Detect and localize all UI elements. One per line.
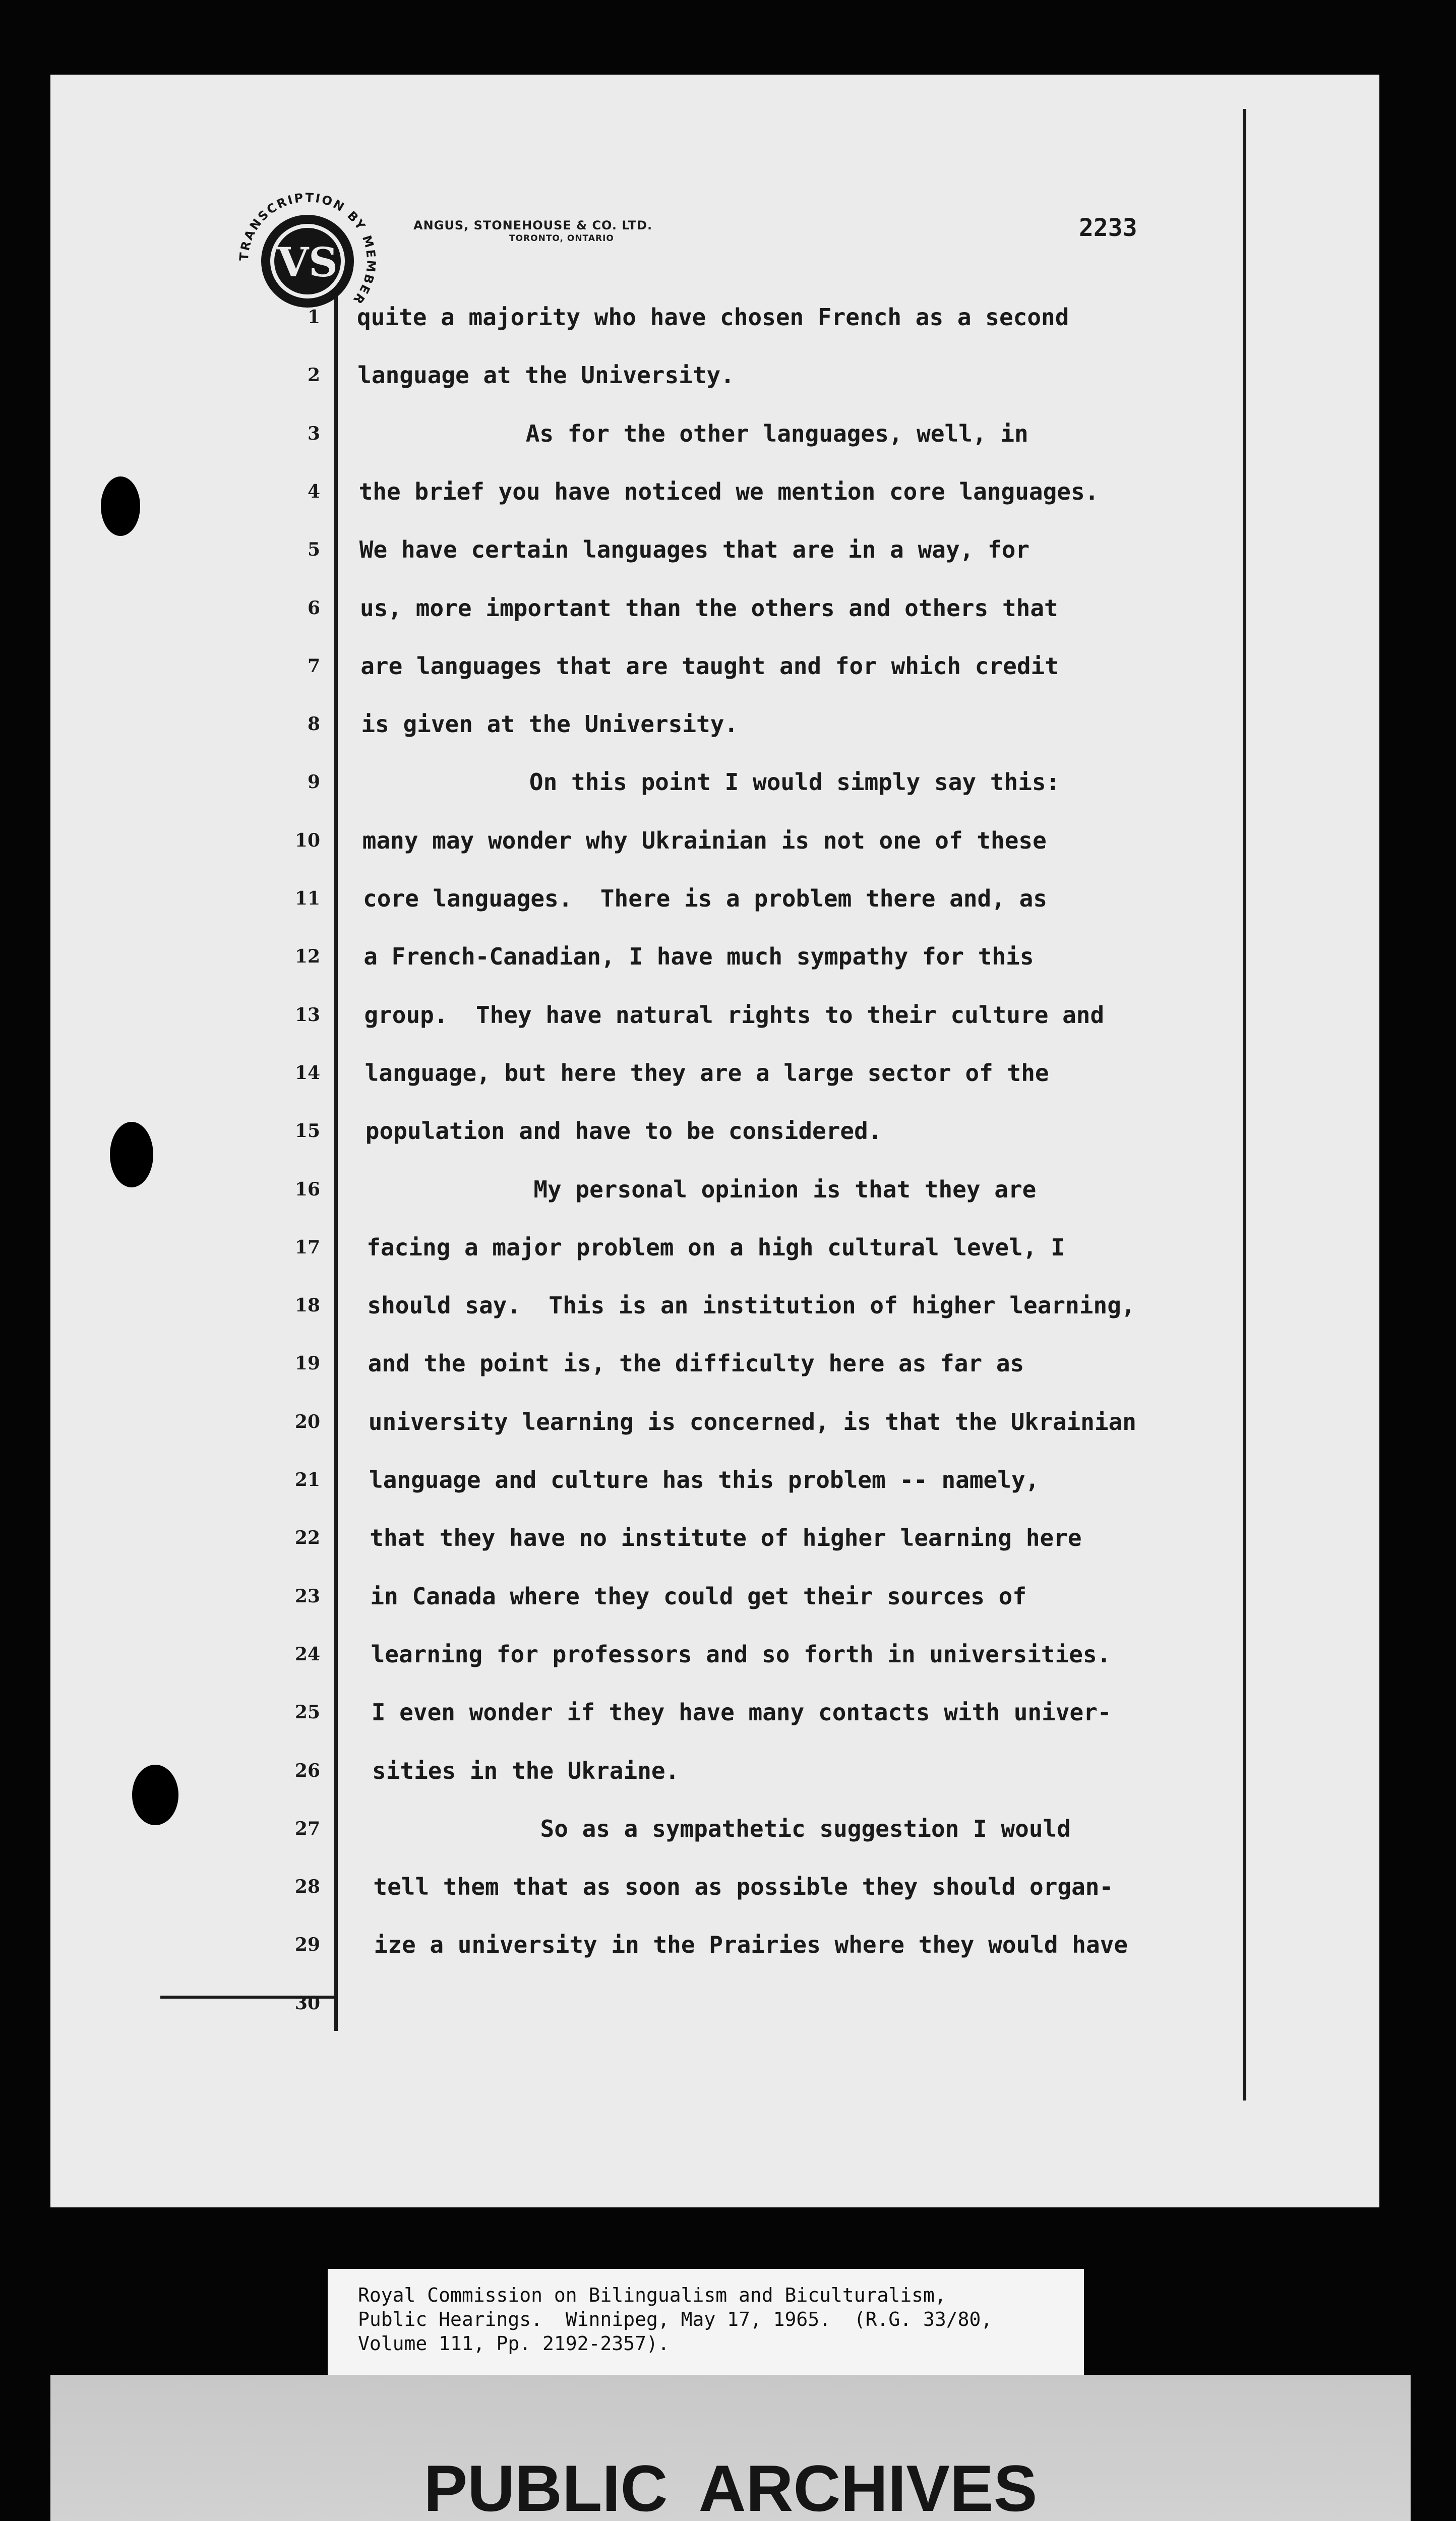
transcript-line: should say. This is an institution of higher learning, <box>367 1292 1135 1319</box>
transcript-line: sities in the Ukraine. <box>372 1757 680 1784</box>
line-number: 11 <box>294 888 320 909</box>
transcript-line: So as a sympathetic suggestion I would <box>373 1815 1071 1842</box>
line-number: 6 <box>307 597 320 619</box>
caption-line: Volume 111, Pp. 2192-2357). <box>358 2332 670 2355</box>
company-block <box>413 218 652 244</box>
binder-hole-icon <box>110 1122 153 1187</box>
transcript-page <box>50 75 1379 2207</box>
transcript-line: population and have to be considered. <box>365 1117 882 1145</box>
line-number: 3 <box>307 423 320 444</box>
line-number: 19 <box>294 1353 320 1374</box>
transcript-line: We have certain languages that are in a way, for <box>359 536 1030 564</box>
transcript-line: and the point is, the difficulty here as far as <box>368 1350 1024 1377</box>
line-number: 8 <box>307 713 320 735</box>
line-number: 5 <box>307 539 320 561</box>
company-name: ANGUS, STONEHOUSE & CO. LTD. <box>413 218 653 232</box>
line-number: 23 <box>294 1585 320 1607</box>
line-number: 26 <box>294 1760 320 1781</box>
transcript-line: language at the University. <box>357 362 735 389</box>
line-number: 7 <box>307 655 320 677</box>
line-number: 29 <box>294 1934 320 1956</box>
line-number: 9 <box>307 771 320 793</box>
transcript-line: learning for professors and so forth in universities. <box>371 1640 1111 1668</box>
line-number: 15 <box>294 1120 320 1142</box>
transcript-line: language, but here they are a large sector of the <box>365 1059 1049 1087</box>
line-number: 30 <box>294 1992 320 2014</box>
public-archives-banner <box>50 2375 1411 2521</box>
line-number: 28 <box>294 1876 320 1898</box>
line-number: 25 <box>294 1702 320 1723</box>
transcript-line: the brief you have noticed we mention core languages. <box>358 477 1099 505</box>
transcript-line: in Canada where they could get their sources of <box>370 1582 1027 1610</box>
transcript-line: many may wonder why Ukrainian is not one of these <box>362 826 1047 854</box>
archive-caption <box>328 2269 1084 2385</box>
caption-line: Public Hearings. Winnipeg, May 17, 1965. (R.G. 33/80, <box>358 2308 993 2330</box>
line-number: 21 <box>294 1469 320 1490</box>
right-margin-rule <box>1243 109 1246 2100</box>
transcript-line: core languages. There is a problem there and, as <box>363 885 1048 912</box>
binder-hole-icon <box>101 476 140 536</box>
line-number: 13 <box>294 1004 320 1026</box>
svg-text:VS: VS <box>277 238 338 286</box>
line-number: 14 <box>294 1062 320 1084</box>
transcript-line: us, more important than the others and others that <box>360 594 1058 622</box>
transcript-line: quite a majority who have chosen French as a second <box>357 304 1069 331</box>
line-number: 10 <box>294 829 320 851</box>
transcript-line: is given at the University. <box>361 710 739 738</box>
transcript-line: ize a university in the Prairies where they would have <box>374 1931 1128 1959</box>
line-number: 22 <box>294 1527 320 1549</box>
line-number: 27 <box>294 1818 320 1839</box>
transcript-line: language and culture has this problem -- namely, <box>369 1466 1040 1493</box>
binder-hole-icon <box>132 1765 178 1825</box>
line-number: 2 <box>307 365 320 386</box>
line-number: 17 <box>294 1236 320 1258</box>
transcript-line: are languages that are taught and for which credit <box>360 652 1059 680</box>
line-number: 16 <box>294 1178 320 1200</box>
archives-title-en: PUBLIC ARCHIVES <box>423 2451 1038 2521</box>
page-number: 2233 <box>1079 214 1137 242</box>
caption-line: Royal Commission on Bilingualism and Biculturalism, <box>358 2284 946 2306</box>
transcript-line: that they have no institute of higher learning here <box>370 1524 1082 1552</box>
line-number: 20 <box>294 1411 320 1432</box>
line-number: 1 <box>307 307 320 328</box>
transcript-line: As for the other languages, well, in <box>358 419 1028 447</box>
transcript-line: My personal opinion is that they are <box>366 1175 1037 1203</box>
transcript-line: group. They have natural rights to their culture and <box>364 1001 1105 1029</box>
transcript-line: university learning is concerned, is that the Ukrainian <box>368 1408 1136 1435</box>
line-number: 18 <box>294 1295 320 1316</box>
transcript-line: facing a major problem on a high cultural level, I <box>367 1233 1065 1261</box>
transcript-line: a French-Canadian, I have much sympathy for this <box>363 943 1034 971</box>
transcript-line: On this point I would simply say this: <box>361 768 1060 796</box>
left-margin-rule <box>334 291 338 2031</box>
logo-ring-text: TRANSCRIPTION BY MEMBER <box>236 190 379 308</box>
transcript-line: I even wonder if they have many contacts with univer- <box>371 1699 1112 1726</box>
line-number: 24 <box>294 1643 320 1665</box>
transcript-line: tell them that as soon as possible they should organ- <box>373 1873 1114 1901</box>
line-number: 12 <box>294 946 320 968</box>
line-number: 4 <box>307 481 320 502</box>
company-city: TORONTO, ONTARIO <box>509 233 614 244</box>
